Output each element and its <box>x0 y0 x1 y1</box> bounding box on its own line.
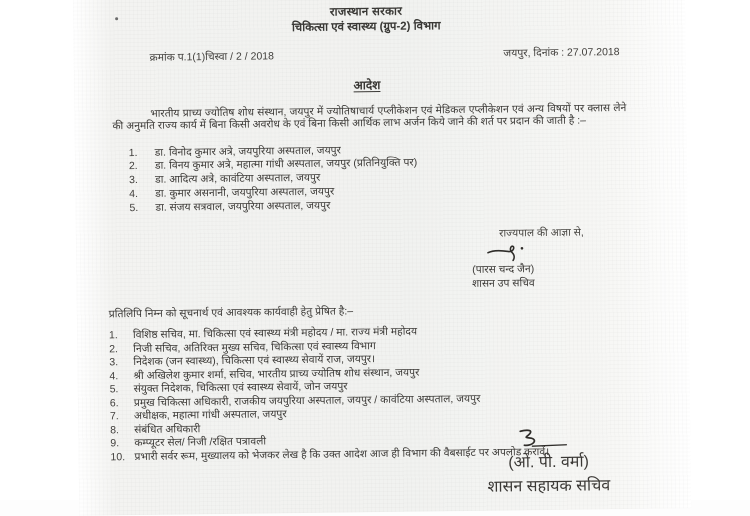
item-number: 4. <box>129 188 139 201</box>
item-text: डा. संजय सत्रवाल, जयपुरिया अस्पताल, जयपुर <box>155 199 331 214</box>
paper-sheet <box>73 0 691 516</box>
item-number: 3. <box>129 174 138 187</box>
item-number: 1. <box>128 146 138 159</box>
item-text: प्रभारी सर्वर रूम, मुख्यालय को भेजकर लेख है कि उक्त आदेश आज ही विभाग की वैबसाईट पर अपलोड करावें। <box>134 445 550 463</box>
item-number: 2. <box>128 160 138 173</box>
by-order-line: राज्यपाल की आज्ञा से, <box>499 226 584 241</box>
signatory-block-2 <box>468 447 629 497</box>
item-text: श्री अखिलेश कुमार शर्मा, सचिव, भारतीय प्राच्य ज्योतिष शोध संस्थान, जयपुर <box>133 366 420 382</box>
item-text: अधीक्षक, महात्मा गांधी अस्पताल, जयपुर <box>133 408 287 423</box>
signatory-title: शासन उप सचिव <box>471 277 535 291</box>
item-text: संबंधित अधिकारी <box>134 423 201 436</box>
place-and-date: जयपुर, दिनांक : 27.07.2018 <box>503 46 620 60</box>
item-number: 7. <box>109 410 119 423</box>
item-number: 5. <box>129 202 139 215</box>
item-text: निदेशक (जन स्वास्थ्य), चिकित्सा एवं स्वास्थ्य सेवायें राज, जयपुर। <box>133 353 376 369</box>
item-text: डा. कुमार असनानी, जयपुरिया अस्पताल, जयपुर <box>155 185 335 201</box>
item-text: डा. विनोद कुमार अत्रे, जयपुरिया अस्पताल, जयपुर <box>154 144 341 159</box>
item-number: 3. <box>109 356 119 369</box>
reference-number: क्रमांक प.1(1)चिस्वा / 2 / 2018 <box>149 50 275 64</box>
item-text: कम्प्यूटर सेल/ निजी /रक्षित पत्रावली <box>134 435 267 450</box>
item-text: डा. विनय कुमार अत्रे, महात्मा गांधी अस्पताल, जयपुर (प्रतिनियुक्ति पर) <box>154 157 418 173</box>
item-text: विशिष्ठ सचिव, मा. चिकित्सा एवं स्वास्थ्य मंत्री महोदय / मा. राज्य मंत्री महोदय <box>132 326 418 342</box>
item-number: 5. <box>109 383 119 396</box>
signatory-name: (पारस चन्द जैन) <box>472 263 535 277</box>
document-content <box>73 0 691 464</box>
item-number: 4. <box>109 370 119 383</box>
item-text: निजी सचिव, अतिरिक्त मुख्य सचिव, चिकित्सा एवं स्वास्थ्य विभाग <box>133 340 376 355</box>
government-name: राजस्थान सरकार <box>329 5 403 19</box>
item-number: 9. <box>110 437 120 450</box>
copy-forward-line: प्रतिलिपि निम्न को सूचनार्थ एवं आवश्यक कार्यवाही हेतु प्रेषित है:– <box>108 305 354 321</box>
reference-line <box>150 46 620 64</box>
item-text: संयुक्त निदेशक, चिकित्सा एवं स्वास्थ्य सेवायें, जोन जयपुर <box>133 380 348 396</box>
item-number: 8. <box>110 424 119 437</box>
signatory-title: शासन सहायक सचिव <box>487 477 611 496</box>
item-text: प्रमुख चिकित्सा अधिकारी, राजकीय जयपुरिया अस्पताल, जयपुर / कावंटिया अस्पताल, जयपुर <box>133 392 481 409</box>
signatory-block-1 <box>428 263 578 291</box>
order-title: आदेश <box>353 78 381 93</box>
item-number: 6. <box>109 397 119 410</box>
doctor-list <box>129 141 630 215</box>
signature-1 <box>108 244 532 267</box>
item-text: डा. आदित्य अत्रे, कावंटिया अस्पताल, जयपुर <box>155 172 321 187</box>
item-number: 1. <box>108 329 118 342</box>
signature-scribble-icon <box>486 244 532 263</box>
signatory-name: (ओ. पी. वर्मा) <box>508 453 590 472</box>
department-name: चिकित्सा एवं स्वास्थ्य (ग्रुप-2) विभाग <box>291 20 441 35</box>
item-number: 10. <box>110 450 126 464</box>
item-number: 2. <box>109 343 119 356</box>
order-body-paragraph: भारतीय प्राच्य ज्योतिष शोध संस्थान, जयपुर में ज्योतिषाचार्य एप्लीकेशन एवं मेडिकल एप्लीकेशन एवं अन्य विषयों पर क्लास लेने की अनुमति राज्य कार्य में बिना किसी अवरोध के एवं बिना किसी आर्थिक लाभ अर्जन किये जाने की शर्त पर प्रदान की जाती है :– <box>112 102 627 133</box>
